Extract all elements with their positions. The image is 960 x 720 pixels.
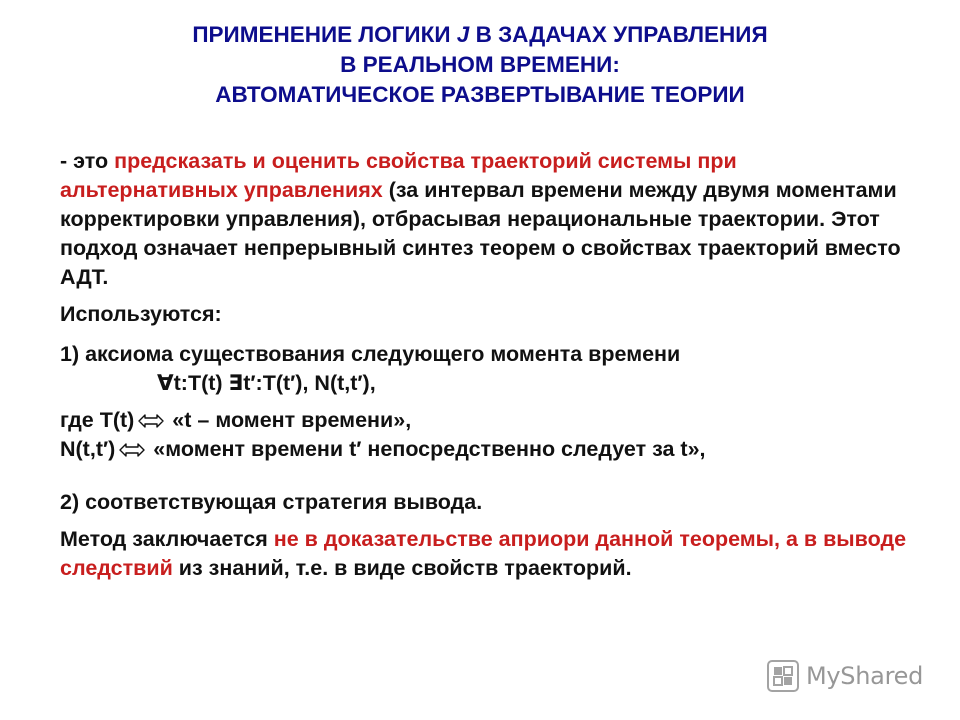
axiom-formula: ∀t:T(t) ∃t′:T(t′), N(t,t′), xyxy=(157,371,376,395)
definition-highlight: предсказать и оценить свойства траекторий системы при альтернативных управлениях xyxy=(60,149,737,202)
method-paragraph: Метод заключается не в доказательстве априори данной теоремы, а в выводе следствий из знаний, т.е. в виде свойств траекторий. xyxy=(60,527,907,580)
watermark-text: MyShared xyxy=(806,662,924,690)
n-definition-line: N(t,t′) «момент времени t′ непосредственно следует за t», xyxy=(60,437,706,461)
double-arrow-icon xyxy=(119,443,145,457)
where-line: где T(t) «t – момент времени», xyxy=(60,408,412,432)
item-2: 2) соответствующая стратегия вывода. xyxy=(60,490,483,514)
slide-body xyxy=(60,147,920,583)
myshared-logo-icon xyxy=(766,659,800,693)
title-line-2: В РЕАЛЬНОМ ВРЕМЕНИ: xyxy=(340,52,620,77)
title-line-1: ПРИМЕНЕНИЕ ЛОГИКИ J В ЗАДАЧАХ УПРАВЛЕНИЯ xyxy=(192,22,768,47)
title-line-3: АВТОМАТИЧЕСКОЕ РАЗВЕРТЫВАНИЕ ТЕОРИИ xyxy=(215,82,745,107)
double-arrow-icon xyxy=(138,414,164,428)
myshared-watermark xyxy=(766,658,936,694)
uses-heading: Используются: xyxy=(60,302,222,326)
definition-paragraph: - это предсказать и оценить свойства траекторий системы при альтернативных управлениях (за интервал времени между двумя моментами корректировки управления), отбрасывая нерациональные траектории. Этот подход означает непрерывный синтез теорем о свойствах траекторий вместо АДТ. xyxy=(60,149,901,289)
item-1: 1) аксиома существования следующего момента времени xyxy=(60,342,681,366)
method-highlight: не в доказательстве априори данной теоремы, а в выводе следствий xyxy=(60,527,907,580)
slide-title xyxy=(0,20,960,110)
logic-symbol: J xyxy=(456,22,470,47)
